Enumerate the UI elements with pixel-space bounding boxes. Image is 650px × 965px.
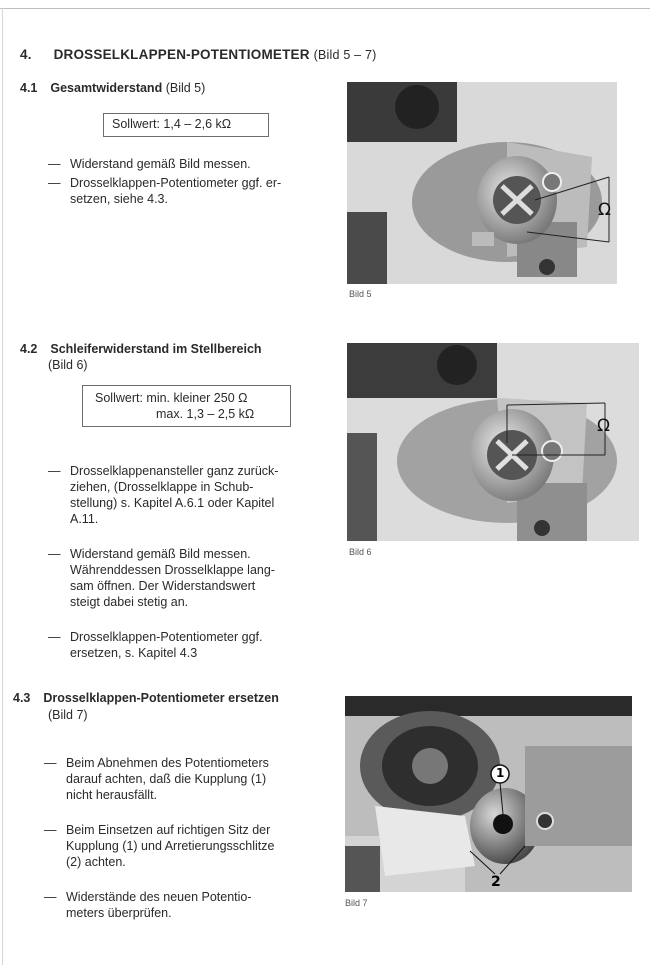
- sollwert-box-4-1: [103, 113, 269, 137]
- subsection-heading-4-1: [20, 81, 205, 95]
- subsection-heading-4-3: [13, 691, 279, 705]
- photo-bild-5: [347, 82, 617, 284]
- subsection-title: Drosselklappen-Potentiometer ersetzen: [43, 691, 279, 705]
- subsection-number: 4.3: [13, 691, 31, 705]
- page-border-left: [2, 8, 3, 965]
- list-item: — Drosselklappen-Potentiometer ggf. er- setzen, siehe 4.3.: [48, 176, 282, 206]
- list-item: — Beim Abnehmen des Potentiometers darauf achten, daß die Kupplung (1) nicht herausfällt.: [44, 756, 269, 802]
- instruction-list-4-3: [44, 739, 319, 940]
- list-item: — Widerstände des neuen Potentio- meters überprüfen.: [44, 890, 252, 920]
- subsection-heading-4-2: [20, 342, 262, 356]
- section-heading: [20, 47, 377, 62]
- section-ref: (Bild 5 – 7): [313, 48, 377, 62]
- sollwert-text: Sollwert: 1,4 – 2,6 kΩ: [112, 117, 232, 131]
- subsection-title: Gesamtwiderstand: [50, 81, 163, 95]
- figure-caption-bild-5: Bild 5: [349, 289, 372, 299]
- instruction-list-4-1: [48, 156, 316, 210]
- subsection-title: Schleiferwiderstand im Stellbereich: [50, 342, 262, 356]
- subsection-number: 4.2: [20, 342, 38, 356]
- callout-label-1: 1: [496, 766, 505, 780]
- sollwert-line-2: max. 1,3 – 2,5 kΩ: [156, 407, 255, 421]
- page-border-top: [0, 8, 650, 9]
- ohm-symbol: Ω: [597, 416, 610, 436]
- section-number: 4.: [20, 47, 32, 62]
- sollwert-box-4-2: [82, 385, 291, 427]
- list-item: — Beim Einsetzen auf richtigen Sitz der Kupplung (1) und Arretierungsschlitze (2) achten.: [44, 823, 275, 869]
- subsection-ref-4-3: (Bild 7): [48, 708, 88, 722]
- list-item: — Widerstand gemäß Bild messen. Währenddessen Drosselklappe lang- sam öffnen. Der Widerstandswert steigt dabei stetig an.: [48, 547, 275, 609]
- sollwert-line-1: Sollwert: min. kleiner 250 Ω: [95, 391, 248, 405]
- figure-caption-bild-6: Bild 6: [349, 547, 372, 557]
- potentiometer-photo-illustration: [347, 82, 617, 284]
- ohm-symbol: Ω: [598, 200, 611, 220]
- figure-caption-bild-7: Bild 7: [345, 898, 368, 908]
- callout-label-2: 2: [491, 874, 501, 890]
- potentiometer-removal-photo-illustration: [345, 696, 632, 892]
- potentiometer-photo-illustration: [347, 343, 639, 541]
- list-item: — Drosselklappenansteller ganz zurück- ziehen, (Drosselklappe in Schub- stellung) s. Kapitel A.6.1 oder Kapitel A.11.: [48, 464, 279, 526]
- section-title: DROSSELKLAPPEN-POTENTIOMETER: [53, 47, 310, 62]
- list-item: — Widerstand gemäß Bild messen.: [48, 157, 251, 171]
- instruction-list-4-2: [48, 447, 316, 680]
- photo-bild-7: [345, 696, 632, 892]
- subsection-ref: (Bild 5): [165, 81, 206, 95]
- photo-bild-6: [347, 343, 639, 541]
- subsection-ref-4-2: (Bild 6): [48, 358, 88, 372]
- list-item: — Drosselklappen-Potentiometer ggf. ersetzen, s. Kapitel 4.3: [48, 630, 263, 660]
- subsection-number: 4.1: [20, 81, 38, 95]
